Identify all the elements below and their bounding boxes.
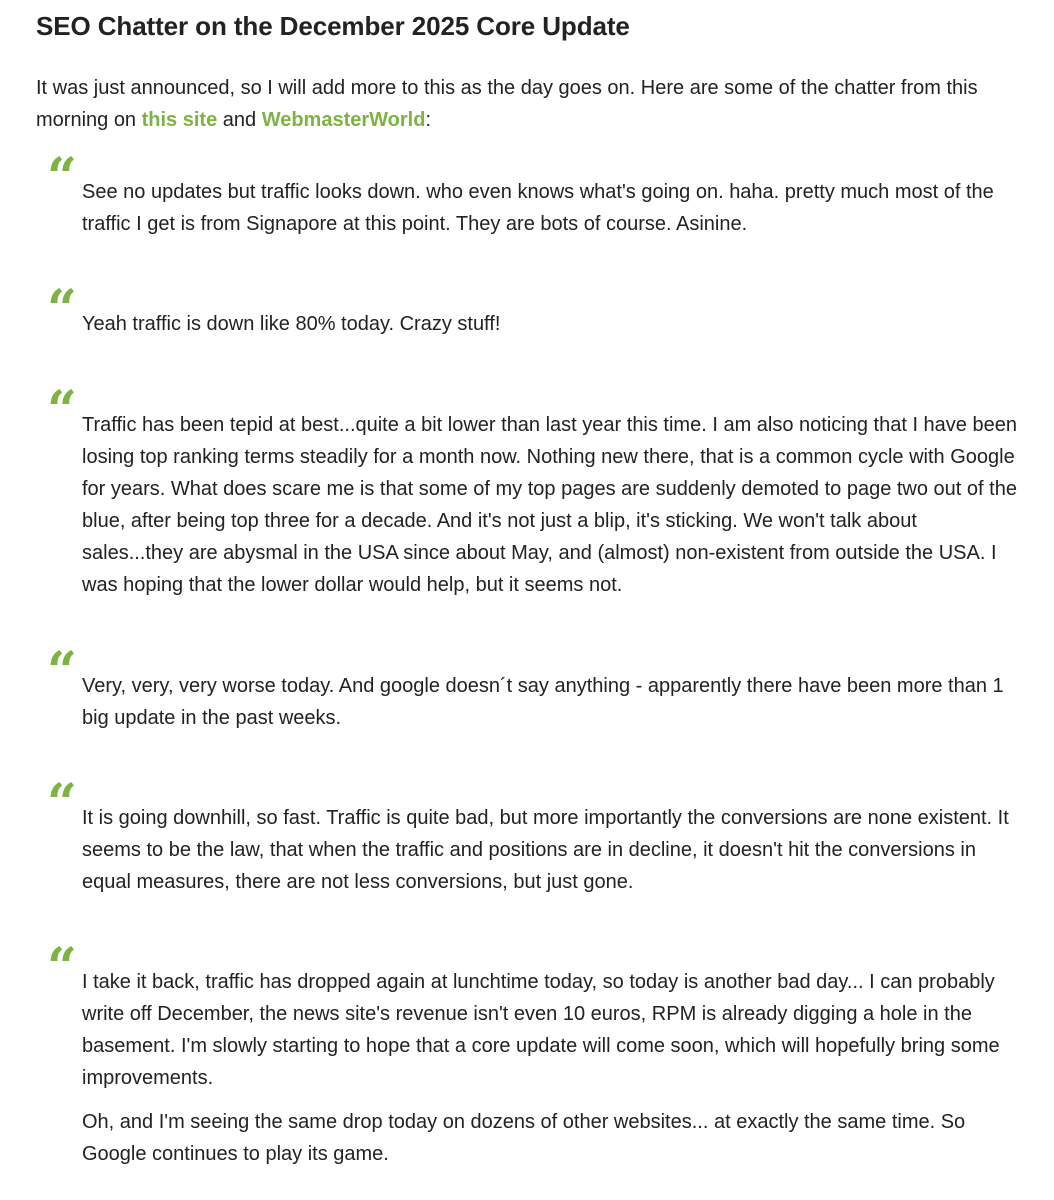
quote-paragraph: I take it back, traffic has dropped again at lunchtime today, so today is another bad day... I can probably write off December, the news site's revenue isn't even 10 euros, RPM is already digging a hole in the basement. I'm slowly starting to hope that a core update will come soon, which will hopefully bring some improvements. <box>82 971 1000 1089</box>
quote-text <box>82 670 1022 746</box>
quote-mark-icon: “ <box>47 641 77 702</box>
quote-text <box>82 308 1022 352</box>
intro-text-before: It was just announced, so I will add more to this as the day goes on. Here are some of the chatter from this morning on <box>36 77 978 131</box>
intro-paragraph <box>36 72 1036 136</box>
quote-paragraph: Yeah traffic is down like 80% today. Crazy stuff! <box>82 313 501 335</box>
quote-paragraph: Oh, and I'm seeing the same drop today on dozens of other websites... at exactly the same time. So Google continues to play its game. <box>82 1111 966 1165</box>
quote-mark-icon: “ <box>47 147 77 208</box>
quote-mark-icon: “ <box>47 773 77 834</box>
quote-paragraph: Traffic has been tepid at best...quite a bit lower than last year this time. I am also noticing that I have been losing top ranking terms steadily for a month now. Nothing new there, that is a common cycle with Google for years. What does scare me is that some of my top pages are suddenly demoted to page two out of the blue, after being top three for a decade. And it's not just a blip, it's sticking. We won't talk about sales...they are abysmal in the USA since about May, and (almost) non-existent from outside the USA. I was hoping that the lower dollar would help, but it seems not. <box>82 414 1017 596</box>
quote-text <box>82 176 1022 252</box>
quote-paragraph: See no updates but traffic looks down. who even knows what's going on. haha. pretty much most of the traffic I get is from Signapore at this point. They are bots of course. Asinine. <box>82 181 994 235</box>
this-site-link[interactable]: this site <box>141 109 218 131</box>
quote-mark-icon: “ <box>47 380 77 441</box>
quote-mark-icon: “ <box>47 279 77 340</box>
quote-text <box>82 409 1022 613</box>
page-title: SEO Chatter on the December 2025 Core Update <box>36 11 630 41</box>
quote-text <box>82 966 1022 1182</box>
quote-paragraph: It is going downhill, so fast. Traffic is quite bad, but more importantly the conversions are none existent. It seems to be the law, that when the traffic and positions are in decline, it doesn't hit the conversions in equal measures, there are not less conversions, but just gone. <box>82 807 1009 893</box>
webmasterworld-link[interactable]: WebmasterWorld <box>261 109 426 131</box>
intro-text-between: and <box>217 109 262 131</box>
quote-paragraph: Very, very, very worse today. And google doesn´t say anything - apparently there have been more than 1 big update in the past weeks. <box>82 675 1004 729</box>
quote-text <box>82 802 1022 910</box>
quote-mark-icon: “ <box>47 937 77 998</box>
intro-text-after: : <box>425 109 431 131</box>
